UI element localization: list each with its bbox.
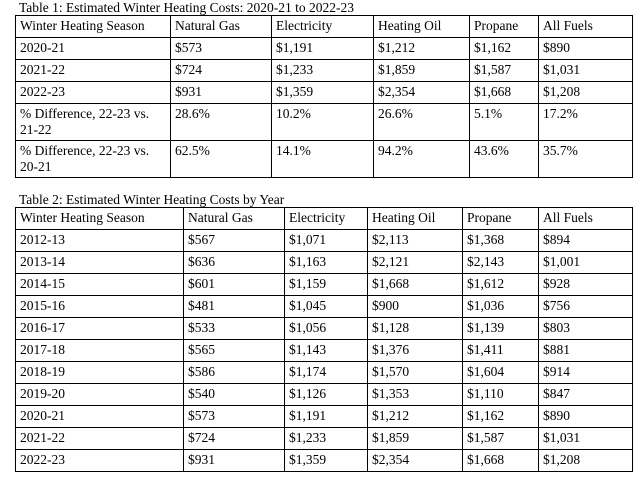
cell-propane: $1,587 <box>470 60 539 82</box>
cell-season: 2019-20 <box>16 384 184 406</box>
table-row <box>16 384 633 406</box>
cell-all-fuels: $803 <box>539 318 633 340</box>
cell-season: 2012-13 <box>16 230 184 252</box>
cell-all-fuels: $890 <box>539 406 633 428</box>
cell-heating-oil: $1,212 <box>374 38 470 60</box>
cell-natural-gas: $533 <box>184 318 285 340</box>
table-row <box>16 60 633 82</box>
cell-heating-oil: $1,859 <box>374 60 470 82</box>
table-row <box>16 450 633 472</box>
table-header-row <box>16 208 633 230</box>
cell-season: 2020-21 <box>16 406 184 428</box>
cell-electricity: $1,045 <box>285 296 368 318</box>
cell-all-fuels: $1,001 <box>539 252 633 274</box>
cell-propane: 43.6% <box>470 141 539 178</box>
header-propane: Propane <box>470 16 539 38</box>
cell-season: 2022-23 <box>16 450 184 472</box>
cell-all-fuels: $894 <box>539 230 633 252</box>
cell-season: 2016-17 <box>16 318 184 340</box>
cell-electricity: $1,191 <box>285 406 368 428</box>
cell-all-fuels: $890 <box>539 38 633 60</box>
cell-heating-oil: $2,354 <box>374 82 470 104</box>
cell-propane: $2,143 <box>463 252 539 274</box>
cell-all-fuels: $756 <box>539 296 633 318</box>
cell-season: 2018-19 <box>16 362 184 384</box>
cell-heating-oil: 26.6% <box>374 104 470 141</box>
cell-heating-oil: $1,859 <box>368 428 463 450</box>
cell-heating-oil: $900 <box>368 296 463 318</box>
table-row <box>16 406 633 428</box>
cell-propane: $1,668 <box>463 450 539 472</box>
cell-electricity: $1,159 <box>285 274 368 296</box>
header-natural-gas: Natural Gas <box>184 208 285 230</box>
cell-propane: $1,036 <box>463 296 539 318</box>
table1-caption: Table 1: Estimated Winter Heating Costs: 2020-21 to 2022-23 <box>19 0 354 15</box>
cell-propane: $1,612 <box>463 274 539 296</box>
cell-propane: $1,139 <box>463 318 539 340</box>
heating-costs-table-2020-2023 <box>15 15 633 178</box>
cell-electricity: $1,163 <box>285 252 368 274</box>
cell-season: % Difference, 22-23 vs. 20-21 <box>16 141 171 178</box>
cell-propane: $1,604 <box>463 362 539 384</box>
cell-season: 2021-22 <box>16 60 171 82</box>
table-row <box>16 340 633 362</box>
cell-electricity: 10.2% <box>272 104 374 141</box>
table-row <box>16 252 633 274</box>
header-heating-oil: Heating Oil <box>374 16 470 38</box>
cell-season: 2020-21 <box>16 38 171 60</box>
table-row <box>16 428 633 450</box>
heating-costs-table-by-year <box>15 207 633 472</box>
cell-natural-gas: 28.6% <box>171 104 272 141</box>
cell-all-fuels: $1,208 <box>539 82 633 104</box>
cell-natural-gas: $481 <box>184 296 285 318</box>
cell-electricity: $1,126 <box>285 384 368 406</box>
cell-electricity: $1,071 <box>285 230 368 252</box>
cell-electricity: $1,056 <box>285 318 368 340</box>
cell-electricity: $1,143 <box>285 340 368 362</box>
cell-propane: $1,368 <box>463 230 539 252</box>
cell-electricity: $1,359 <box>272 82 374 104</box>
cell-heating-oil: $1,128 <box>368 318 463 340</box>
header-electricity: Electricity <box>272 16 374 38</box>
cell-natural-gas: $724 <box>171 60 272 82</box>
header-propane: Propane <box>463 208 539 230</box>
table-header-row <box>16 16 633 38</box>
cell-all-fuels: 17.2% <box>539 104 633 141</box>
cell-natural-gas: $565 <box>184 340 285 362</box>
cell-all-fuels: $1,031 <box>539 60 633 82</box>
cell-season: 2013-14 <box>16 252 184 274</box>
header-natural-gas: Natural Gas <box>171 16 272 38</box>
cell-propane: $1,668 <box>470 82 539 104</box>
cell-all-fuels: 35.7% <box>539 141 633 178</box>
cell-heating-oil: $1,668 <box>368 274 463 296</box>
cell-season: 2017-18 <box>16 340 184 362</box>
cell-season: 2015-16 <box>16 296 184 318</box>
cell-all-fuels: $914 <box>539 362 633 384</box>
header-all-fuels: All Fuels <box>539 208 633 230</box>
table-row <box>16 318 633 340</box>
cell-all-fuels: $1,208 <box>539 450 633 472</box>
table2-caption: Table 2: Estimated Winter Heating Costs by Year <box>19 192 285 207</box>
header-heating-oil: Heating Oil <box>368 208 463 230</box>
table-row <box>16 230 633 252</box>
cell-propane: $1,411 <box>463 340 539 362</box>
cell-electricity: $1,233 <box>272 60 374 82</box>
cell-natural-gas: $724 <box>184 428 285 450</box>
table-row <box>16 362 633 384</box>
cell-propane: $1,162 <box>463 406 539 428</box>
cell-natural-gas: $540 <box>184 384 285 406</box>
cell-natural-gas: $601 <box>184 274 285 296</box>
header-winter-heating-season: Winter Heating Season <box>16 208 184 230</box>
cell-natural-gas: $931 <box>184 450 285 472</box>
header-winter-heating-season: Winter Heating Season <box>16 16 171 38</box>
table-row <box>16 274 633 296</box>
cell-all-fuels: $881 <box>539 340 633 362</box>
table-row <box>16 104 633 141</box>
cell-all-fuels: $847 <box>539 384 633 406</box>
table-row <box>16 296 633 318</box>
table-row <box>16 38 633 60</box>
cell-natural-gas: $573 <box>171 38 272 60</box>
header-electricity: Electricity <box>285 208 368 230</box>
cell-propane: $1,162 <box>470 38 539 60</box>
cell-heating-oil: 94.2% <box>374 141 470 178</box>
cell-natural-gas: $636 <box>184 252 285 274</box>
cell-electricity: $1,191 <box>272 38 374 60</box>
cell-season: % Difference, 22-23 vs. 21-22 <box>16 104 171 141</box>
cell-all-fuels: $928 <box>539 274 633 296</box>
cell-heating-oil: $1,353 <box>368 384 463 406</box>
cell-electricity: $1,359 <box>285 450 368 472</box>
table-row <box>16 82 633 104</box>
cell-heating-oil: $2,113 <box>368 230 463 252</box>
cell-propane: $1,110 <box>463 384 539 406</box>
cell-season: 2021-22 <box>16 428 184 450</box>
header-all-fuels: All Fuels <box>539 16 633 38</box>
cell-natural-gas: $931 <box>171 82 272 104</box>
cell-natural-gas: $567 <box>184 230 285 252</box>
cell-heating-oil: $2,354 <box>368 450 463 472</box>
cell-heating-oil: $1,376 <box>368 340 463 362</box>
cell-heating-oil: $2,121 <box>368 252 463 274</box>
cell-season: 2022-23 <box>16 82 171 104</box>
cell-electricity: 14.1% <box>272 141 374 178</box>
cell-propane: 5.1% <box>470 104 539 141</box>
cell-all-fuels: $1,031 <box>539 428 633 450</box>
cell-electricity: $1,233 <box>285 428 368 450</box>
cell-season: 2014-15 <box>16 274 184 296</box>
cell-heating-oil: $1,570 <box>368 362 463 384</box>
cell-heating-oil: $1,212 <box>368 406 463 428</box>
cell-natural-gas: $586 <box>184 362 285 384</box>
cell-propane: $1,587 <box>463 428 539 450</box>
cell-natural-gas: $573 <box>184 406 285 428</box>
cell-natural-gas: 62.5% <box>171 141 272 178</box>
cell-electricity: $1,174 <box>285 362 368 384</box>
table-row <box>16 141 633 178</box>
